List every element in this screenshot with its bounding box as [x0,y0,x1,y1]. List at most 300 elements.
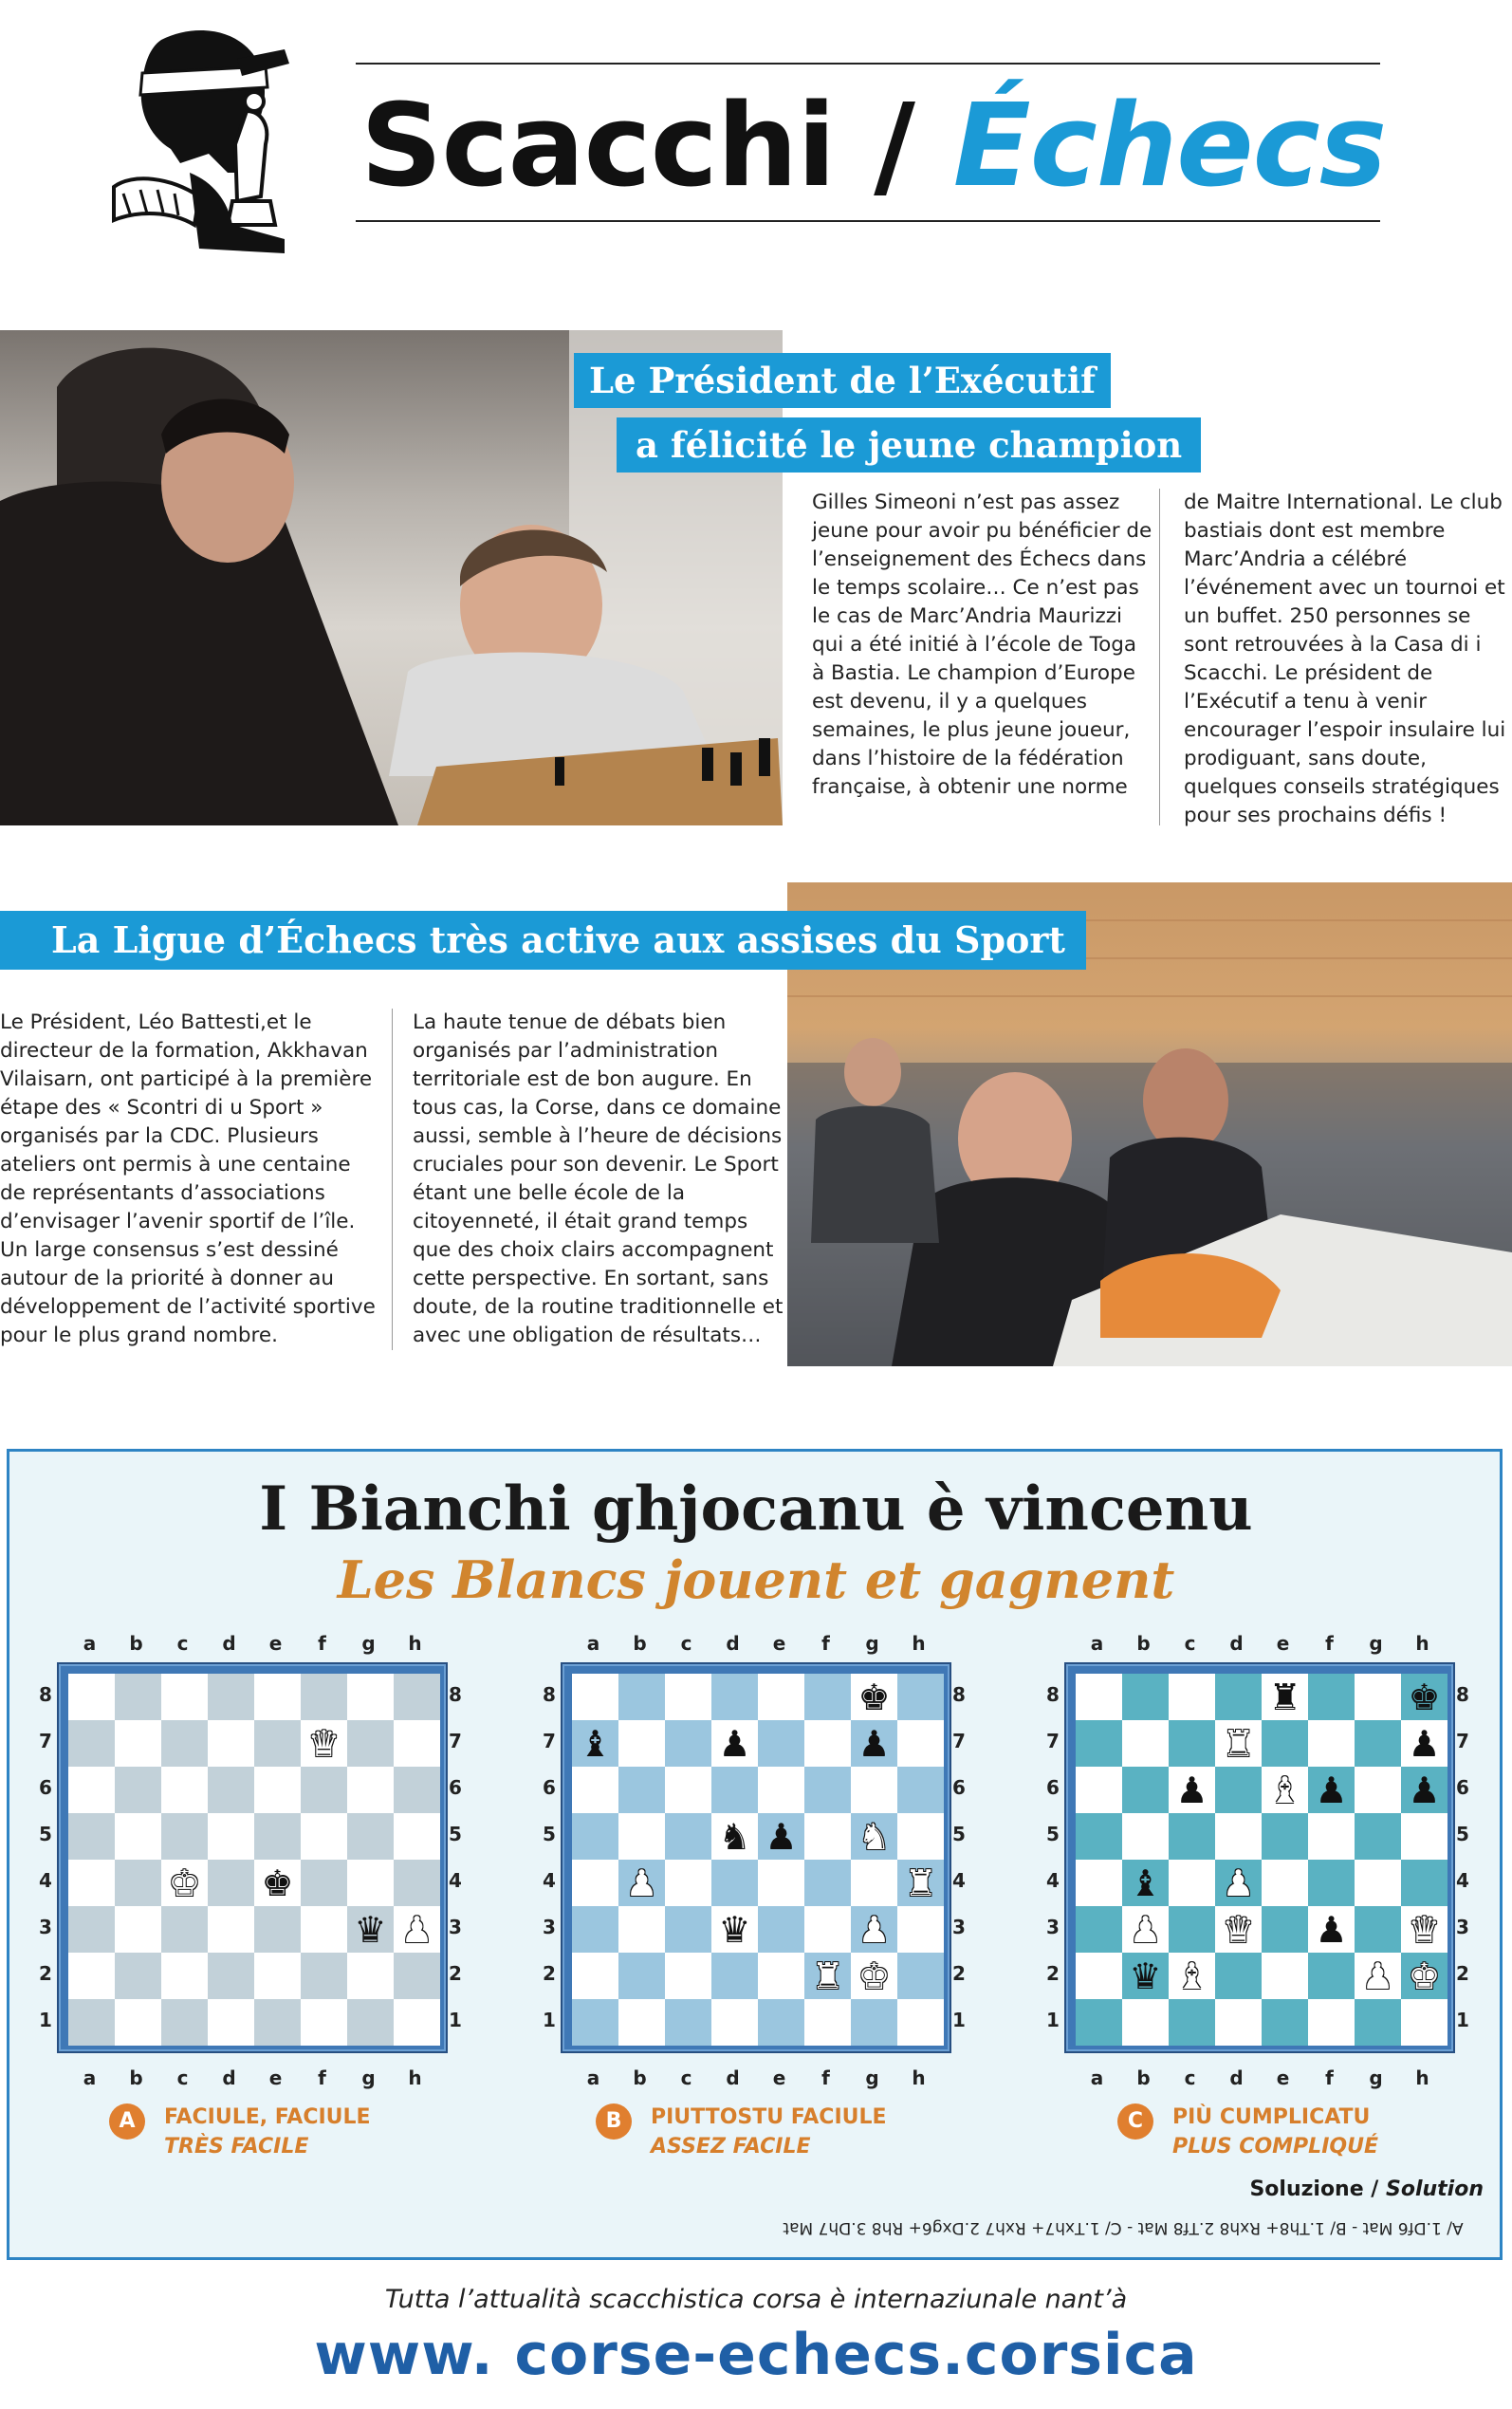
rank-label-8: 8 [1456,1683,1469,1706]
black-piece: ♟ [1408,1769,1441,1811]
rank-label-2: 2 [449,1962,462,1985]
square-c8[interactable] [665,1674,711,1720]
square-f6[interactable] [301,1767,347,1813]
square-g4[interactable] [1355,1860,1401,1906]
file-label-c: c [680,2066,692,2089]
square-h5[interactable] [1401,1813,1447,1860]
square-a8[interactable] [68,1674,115,1720]
square-f7[interactable] [1308,1720,1355,1767]
square-b1[interactable] [115,1999,161,2046]
square-h6[interactable] [1401,1767,1447,1813]
rank-label-7: 7 [1456,1730,1469,1752]
file-labels-top [1074,1632,1446,1655]
rank-label-8: 8 [39,1683,52,1706]
square-b5[interactable] [1122,1813,1169,1860]
file-label-a: a [1090,1632,1104,1655]
square-c5[interactable] [1169,1813,1215,1860]
file-label-f: f [318,1632,326,1655]
square-g5[interactable] [851,1813,897,1860]
square-h2[interactable] [897,1953,944,1999]
square-d8[interactable] [1215,1674,1262,1720]
square-f3[interactable] [301,1906,347,1953]
square-a1[interactable] [68,1999,115,2046]
square-e1[interactable] [254,1999,301,2046]
black-piece: ♞ [718,1815,751,1858]
square-f4[interactable] [804,1860,851,1906]
square-c7[interactable] [161,1720,208,1767]
square-d7[interactable] [711,1720,758,1767]
square-g6[interactable] [851,1767,897,1813]
article2-column-1: Le Président, Léo Battesti,et le directeur de la formation, Akkhavan Vilaisarn, ont participé à la première étape des « Scontri di u Sport » organisés par la CDC. Plusieurs ateliers ont permis à une centaine de représentants d’associations d’envisager l’avenir sportif de l’île. Un large consensus s’est dessiné autour de la priorité à donner au développement de l’activité sportive pour le plus grand nombre. [0,1010,376,1347]
square-e3[interactable] [1262,1906,1308,1953]
square-d5[interactable] [208,1813,254,1860]
white-piece: ♜ [811,1955,844,1997]
square-f5[interactable] [804,1813,851,1860]
square-d6[interactable] [711,1767,758,1813]
square-f5[interactable] [301,1813,347,1860]
rank-label-4: 4 [39,1869,52,1892]
rank-label-3: 3 [543,1916,556,1938]
article1-column-2: de Maitre International. Le club bastiais dont est membre Marc’Andria a célébré l’événement avec un tournoi et un buffet. 250 personnes se sont retrouvées à la Casa di i Scacchi. Le président de l’Exécutif a tenu à venir encourager l’espoir insulaire lui prodiguant, sans doute, quelques conseils stratégiques pour ses prochains défis ! [1184,491,1506,827]
page-title [360,76,1385,218]
square-b2[interactable] [618,1953,665,1999]
rank-label-4: 4 [449,1869,462,1892]
rank-label-8: 8 [1046,1683,1060,1706]
square-h3[interactable] [1401,1906,1447,1953]
square-c5[interactable] [161,1813,208,1860]
file-label-h: h [1415,2066,1429,2089]
square-f8[interactable] [301,1674,347,1720]
white-piece: ♜ [904,1862,937,1904]
square-e5[interactable] [254,1813,301,1860]
square-g8[interactable] [347,1674,394,1720]
square-a5[interactable] [68,1813,115,1860]
rank-label-4: 4 [952,1869,966,1892]
square-h5[interactable] [394,1813,440,1860]
file-label-g: g [1369,2066,1383,2089]
square-d7[interactable] [208,1720,254,1767]
square-d5[interactable] [711,1813,758,1860]
square-a4[interactable] [572,1860,618,1906]
square-d4[interactable] [711,1860,758,1906]
square-b4[interactable] [115,1860,161,1906]
square-e6[interactable] [1262,1767,1308,1813]
square-c1[interactable] [161,1999,208,2046]
square-d3[interactable] [208,1906,254,1953]
file-label-c: c [176,2066,189,2089]
article1-headline-line1: Le Président de l’Exécutif [574,353,1111,408]
square-c2[interactable] [1169,1953,1215,1999]
square-d2[interactable] [1215,1953,1262,1999]
square-g3[interactable] [1355,1906,1401,1953]
square-e2[interactable] [1262,1953,1308,1999]
square-a4[interactable] [68,1860,115,1906]
square-g1[interactable] [347,1999,394,2046]
white-piece: ♟ [857,1908,891,1951]
square-e3[interactable] [254,1906,301,1953]
square-g3[interactable] [851,1906,897,1953]
square-b7[interactable] [618,1720,665,1767]
square-b6[interactable] [115,1767,161,1813]
file-label-e: e [268,1632,283,1655]
square-c6[interactable] [1169,1767,1215,1813]
square-e2[interactable] [254,1953,301,1999]
puzzle-a-badge: A [109,2103,145,2140]
square-c2[interactable] [665,1953,711,1999]
square-g2[interactable] [347,1953,394,1999]
square-a7[interactable] [1076,1720,1122,1767]
square-a7[interactable] [572,1720,618,1767]
square-h8[interactable] [1401,1674,1447,1720]
black-piece: ♟ [1175,1769,1208,1811]
square-a6[interactable] [572,1767,618,1813]
square-a8[interactable] [572,1674,618,1720]
square-g8[interactable] [851,1674,897,1720]
article2-headline: La Ligue d’Échecs très active aux assises du Sport [0,911,1086,970]
square-b7[interactable] [115,1720,161,1767]
square-e2[interactable] [758,1953,804,1999]
square-g6[interactable] [347,1767,394,1813]
puzzle-title: I Bianchi ghjocanu è vincenu [259,1473,1253,1545]
rank-label-5: 5 [39,1823,52,1845]
square-g3[interactable] [347,1906,394,1953]
square-d1[interactable] [208,1999,254,2046]
file-label-d: d [726,1632,740,1655]
square-e4[interactable] [758,1860,804,1906]
square-h7[interactable] [394,1720,440,1767]
square-g5[interactable] [1355,1813,1401,1860]
square-c6[interactable] [161,1767,208,1813]
square-c5[interactable] [665,1813,711,1860]
footer-tagline: Tutta l’attualità scacchistica corsa è internaziunale nant’à [384,2285,1128,2314]
square-g7[interactable] [851,1720,897,1767]
square-d2[interactable] [711,1953,758,1999]
square-h4[interactable] [394,1860,440,1906]
square-c2[interactable] [161,1953,208,1999]
square-b5[interactable] [618,1813,665,1860]
black-piece: ♚ [1408,1676,1441,1718]
square-f6[interactable] [1308,1767,1355,1813]
square-c7[interactable] [665,1720,711,1767]
square-e1[interactable] [1262,1999,1308,2046]
square-b8[interactable] [115,1674,161,1720]
white-piece: ♟ [625,1862,658,1904]
square-e7[interactable] [758,1720,804,1767]
black-piece: ♚ [261,1862,294,1904]
square-e4[interactable] [254,1860,301,1906]
square-a6[interactable] [1076,1767,1122,1813]
square-f1[interactable] [804,1999,851,2046]
white-piece: ♛ [1408,1908,1441,1951]
black-piece: ♜ [1268,1676,1301,1718]
footer-url[interactable]: www. corse-echecs.corsica [314,2322,1198,2388]
rank-label-3: 3 [449,1916,462,1938]
square-f1[interactable] [1308,1999,1355,2046]
square-g1[interactable] [1355,1999,1401,2046]
square-f3[interactable] [804,1906,851,1953]
rank-label-8: 8 [543,1683,556,1706]
square-a5[interactable] [1076,1813,1122,1860]
puzzle-c-badge: C [1117,2103,1153,2140]
square-g2[interactable] [1355,1953,1401,1999]
square-d8[interactable] [208,1674,254,1720]
file-label-e: e [772,2066,786,2089]
rank-label-7: 7 [449,1730,462,1752]
square-g7[interactable] [347,1720,394,1767]
rank-label-5: 5 [952,1823,966,1845]
corsican-head-logo [95,21,313,258]
white-piece: ♚ [168,1862,201,1904]
square-e8[interactable] [254,1674,301,1720]
rank-label-3: 3 [952,1916,966,1938]
square-e3[interactable] [758,1906,804,1953]
square-c4[interactable] [665,1860,711,1906]
square-h3[interactable] [394,1906,440,1953]
square-c6[interactable] [665,1767,711,1813]
file-label-g: g [1369,1632,1383,1655]
square-e6[interactable] [758,1767,804,1813]
square-g8[interactable] [1355,1674,1401,1720]
header-rule-bottom [356,220,1380,222]
square-a5[interactable] [572,1813,618,1860]
square-f8[interactable] [1308,1674,1355,1720]
square-b3[interactable] [1122,1906,1169,1953]
rank-label-6: 6 [1046,1776,1060,1799]
square-a3[interactable] [1076,1906,1122,1953]
square-d4[interactable] [208,1860,254,1906]
square-g4[interactable] [347,1860,394,1906]
square-b5[interactable] [115,1813,161,1860]
solution-label: Soluzione / [1249,2177,1386,2201]
solution-label-french: Solution [1386,2177,1484,2201]
square-e1[interactable] [758,1999,804,2046]
black-piece: ♟ [857,1722,891,1765]
file-label-b: b [1136,1632,1151,1655]
square-d5[interactable] [1215,1813,1262,1860]
square-h4[interactable] [1401,1860,1447,1906]
file-label-d: d [222,1632,236,1655]
square-d6[interactable] [208,1767,254,1813]
square-h1[interactable] [1401,1999,1447,2046]
black-piece: ♛ [354,1908,387,1951]
file-label-a: a [83,1632,97,1655]
square-g6[interactable] [1355,1767,1401,1813]
white-piece: ♟ [1222,1862,1255,1904]
square-a2[interactable] [572,1953,618,1999]
square-g7[interactable] [1355,1720,1401,1767]
square-c4[interactable] [161,1860,208,1906]
rank-label-5: 5 [449,1823,462,1845]
square-e4[interactable] [1262,1860,1308,1906]
article1-column-1: Gilles Simeoni n’est pas assez jeune pour avoir pu bénéficier de l’enseignement des Échecs dans le temps scolaire… Ce n’est pas le cas de Marc’Andria Maurizzi qui a été initié à l’école de Toga à Bastia. Le champion d’Europe est devenu, il y a quelques semaines, le plus jeune joueur, dans l’histoire de la fédération française, à obtenir une norme [812,491,1152,799]
file-label-d: d [1229,1632,1244,1655]
square-g5[interactable] [347,1813,394,1860]
white-piece: ♞ [857,1815,891,1858]
square-b8[interactable] [618,1674,665,1720]
square-f4[interactable] [1308,1860,1355,1906]
rank-label-2: 2 [543,1962,556,1985]
square-b1[interactable] [1122,1999,1169,2046]
puzzle-b-label-corsican: PIUTTOSTU FACIULE [651,2105,887,2129]
file-label-f: f [318,2066,326,2089]
square-a2[interactable] [68,1953,115,1999]
file-label-a: a [83,2066,97,2089]
white-piece: ♝ [1175,1955,1208,1997]
square-e6[interactable] [254,1767,301,1813]
square-a1[interactable] [1076,1999,1122,2046]
article1-headline-line2: a félicité le jeune champion [617,417,1201,473]
square-d6[interactable] [1215,1767,1262,1813]
square-c1[interactable] [1169,1999,1215,2046]
black-piece: ♝ [1129,1862,1162,1904]
square-c4[interactable] [1169,1860,1215,1906]
square-b2[interactable] [1122,1953,1169,1999]
rank-labels-left [1043,1672,1062,2044]
square-d3[interactable] [1215,1906,1262,1953]
square-a3[interactable] [68,1906,115,1953]
file-label-h: h [408,2066,422,2089]
square-a2[interactable] [1076,1953,1122,1999]
square-f6[interactable] [804,1767,851,1813]
square-f3[interactable] [1308,1906,1355,1953]
square-h1[interactable] [897,1999,944,2046]
file-label-g: g [865,1632,879,1655]
square-h6[interactable] [897,1767,944,1813]
rank-label-3: 3 [39,1916,52,1938]
square-f2[interactable] [1308,1953,1355,1999]
square-b3[interactable] [115,1906,161,1953]
square-f2[interactable] [804,1953,851,1999]
puzzle-subtitle: Les Blancs jouent et gagnent [337,1549,1175,1610]
file-label-g: g [361,1632,376,1655]
file-label-f: f [821,1632,830,1655]
square-a3[interactable] [572,1906,618,1953]
square-f8[interactable] [804,1674,851,1720]
square-e5[interactable] [758,1813,804,1860]
board-frame [1064,1662,1455,2053]
rank-label-2: 2 [952,1962,966,1985]
square-f5[interactable] [1308,1813,1355,1860]
square-h4[interactable] [897,1860,944,1906]
square-c1[interactable] [665,1999,711,2046]
black-piece: ♛ [718,1908,751,1951]
puzzle-a-label-corsican: FACIULE, FACIULE [164,2105,371,2129]
square-b7[interactable] [1122,1720,1169,1767]
file-label-c: c [176,1632,189,1655]
rank-labels-left [540,1672,559,2044]
square-b2[interactable] [115,1953,161,1999]
square-c7[interactable] [1169,1720,1215,1767]
square-e8[interactable] [758,1674,804,1720]
square-b4[interactable] [618,1860,665,1906]
black-piece: ♝ [579,1722,612,1765]
rank-label-8: 8 [952,1683,966,1706]
rank-label-3: 3 [1046,1916,1060,1938]
board-frame [57,1662,448,2053]
square-b8[interactable] [1122,1674,1169,1720]
square-a8[interactable] [1076,1674,1122,1720]
square-a4[interactable] [1076,1860,1122,1906]
square-a6[interactable] [68,1767,115,1813]
square-d7[interactable] [1215,1720,1262,1767]
black-piece: ♟ [1315,1908,1348,1951]
square-e7[interactable] [254,1720,301,1767]
square-h8[interactable] [897,1674,944,1720]
puzzle-a-label-french: TRÈS FACILE [164,2135,309,2159]
square-f2[interactable] [301,1953,347,1999]
square-h7[interactable] [897,1720,944,1767]
rank-label-1: 1 [449,2009,462,2031]
square-h2[interactable] [1401,1953,1447,1999]
file-label-e: e [1276,1632,1290,1655]
square-e5[interactable] [1262,1813,1308,1860]
file-label-f: f [1325,1632,1334,1655]
square-h5[interactable] [897,1813,944,1860]
white-piece: ♟ [1129,1908,1162,1951]
square-f7[interactable] [804,1720,851,1767]
rank-labels-left [36,1672,55,2044]
square-g1[interactable] [851,1999,897,2046]
file-label-b: b [1136,2066,1151,2089]
white-piece: ♜ [1222,1722,1255,1765]
square-d2[interactable] [208,1953,254,1999]
square-d3[interactable] [711,1906,758,1953]
square-f4[interactable] [301,1860,347,1906]
square-h2[interactable] [394,1953,440,1999]
square-d1[interactable] [711,1999,758,2046]
board-grid [572,1674,944,2046]
white-piece: ♚ [1408,1955,1441,1997]
square-d8[interactable] [711,1674,758,1720]
square-f1[interactable] [301,1999,347,2046]
square-c8[interactable] [161,1674,208,1720]
square-a1[interactable] [572,1999,618,2046]
rank-label-2: 2 [39,1962,52,1985]
square-e8[interactable] [1262,1674,1308,1720]
square-c3[interactable] [1169,1906,1215,1953]
article2-column-2: La haute tenue de débats bien organisés par l’administration territoriale est de bon augure. En tous cas, la Corse, dans ce domaine aussi, semble à l’heure de décisions cruciales pour son devenir. Le Sport étant une belle école de la citoyenneté, il était grand temps que des choix clairs accompagnent cette perspective. En sortant, sans doute, de la routine traditionnelle et avec une obligation de résultats… [413,1010,784,1347]
white-piece: ♛ [307,1722,341,1765]
square-g2[interactable] [851,1953,897,1999]
square-b3[interactable] [618,1906,665,1953]
rank-label-7: 7 [952,1730,966,1752]
file-label-d: d [726,2066,740,2089]
square-d4[interactable] [1215,1860,1262,1906]
square-b1[interactable] [618,1999,665,2046]
square-h3[interactable] [897,1906,944,1953]
square-c8[interactable] [1169,1674,1215,1720]
file-label-b: b [129,2066,143,2089]
file-label-a: a [586,2066,600,2089]
square-b6[interactable] [1122,1767,1169,1813]
square-b6[interactable] [618,1767,665,1813]
square-c3[interactable] [161,1906,208,1953]
square-h1[interactable] [394,1999,440,2046]
square-c3[interactable] [665,1906,711,1953]
article1-column-divider [1159,489,1160,825]
file-label-a: a [586,1632,600,1655]
square-e7[interactable] [1262,1720,1308,1767]
square-f7[interactable] [301,1720,347,1767]
square-h8[interactable] [394,1674,440,1720]
file-label-e: e [268,2066,283,2089]
square-g4[interactable] [851,1860,897,1906]
square-h7[interactable] [1401,1720,1447,1767]
square-b4[interactable] [1122,1860,1169,1906]
square-a7[interactable] [68,1720,115,1767]
square-h6[interactable] [394,1767,440,1813]
square-d1[interactable] [1215,1999,1262,2046]
